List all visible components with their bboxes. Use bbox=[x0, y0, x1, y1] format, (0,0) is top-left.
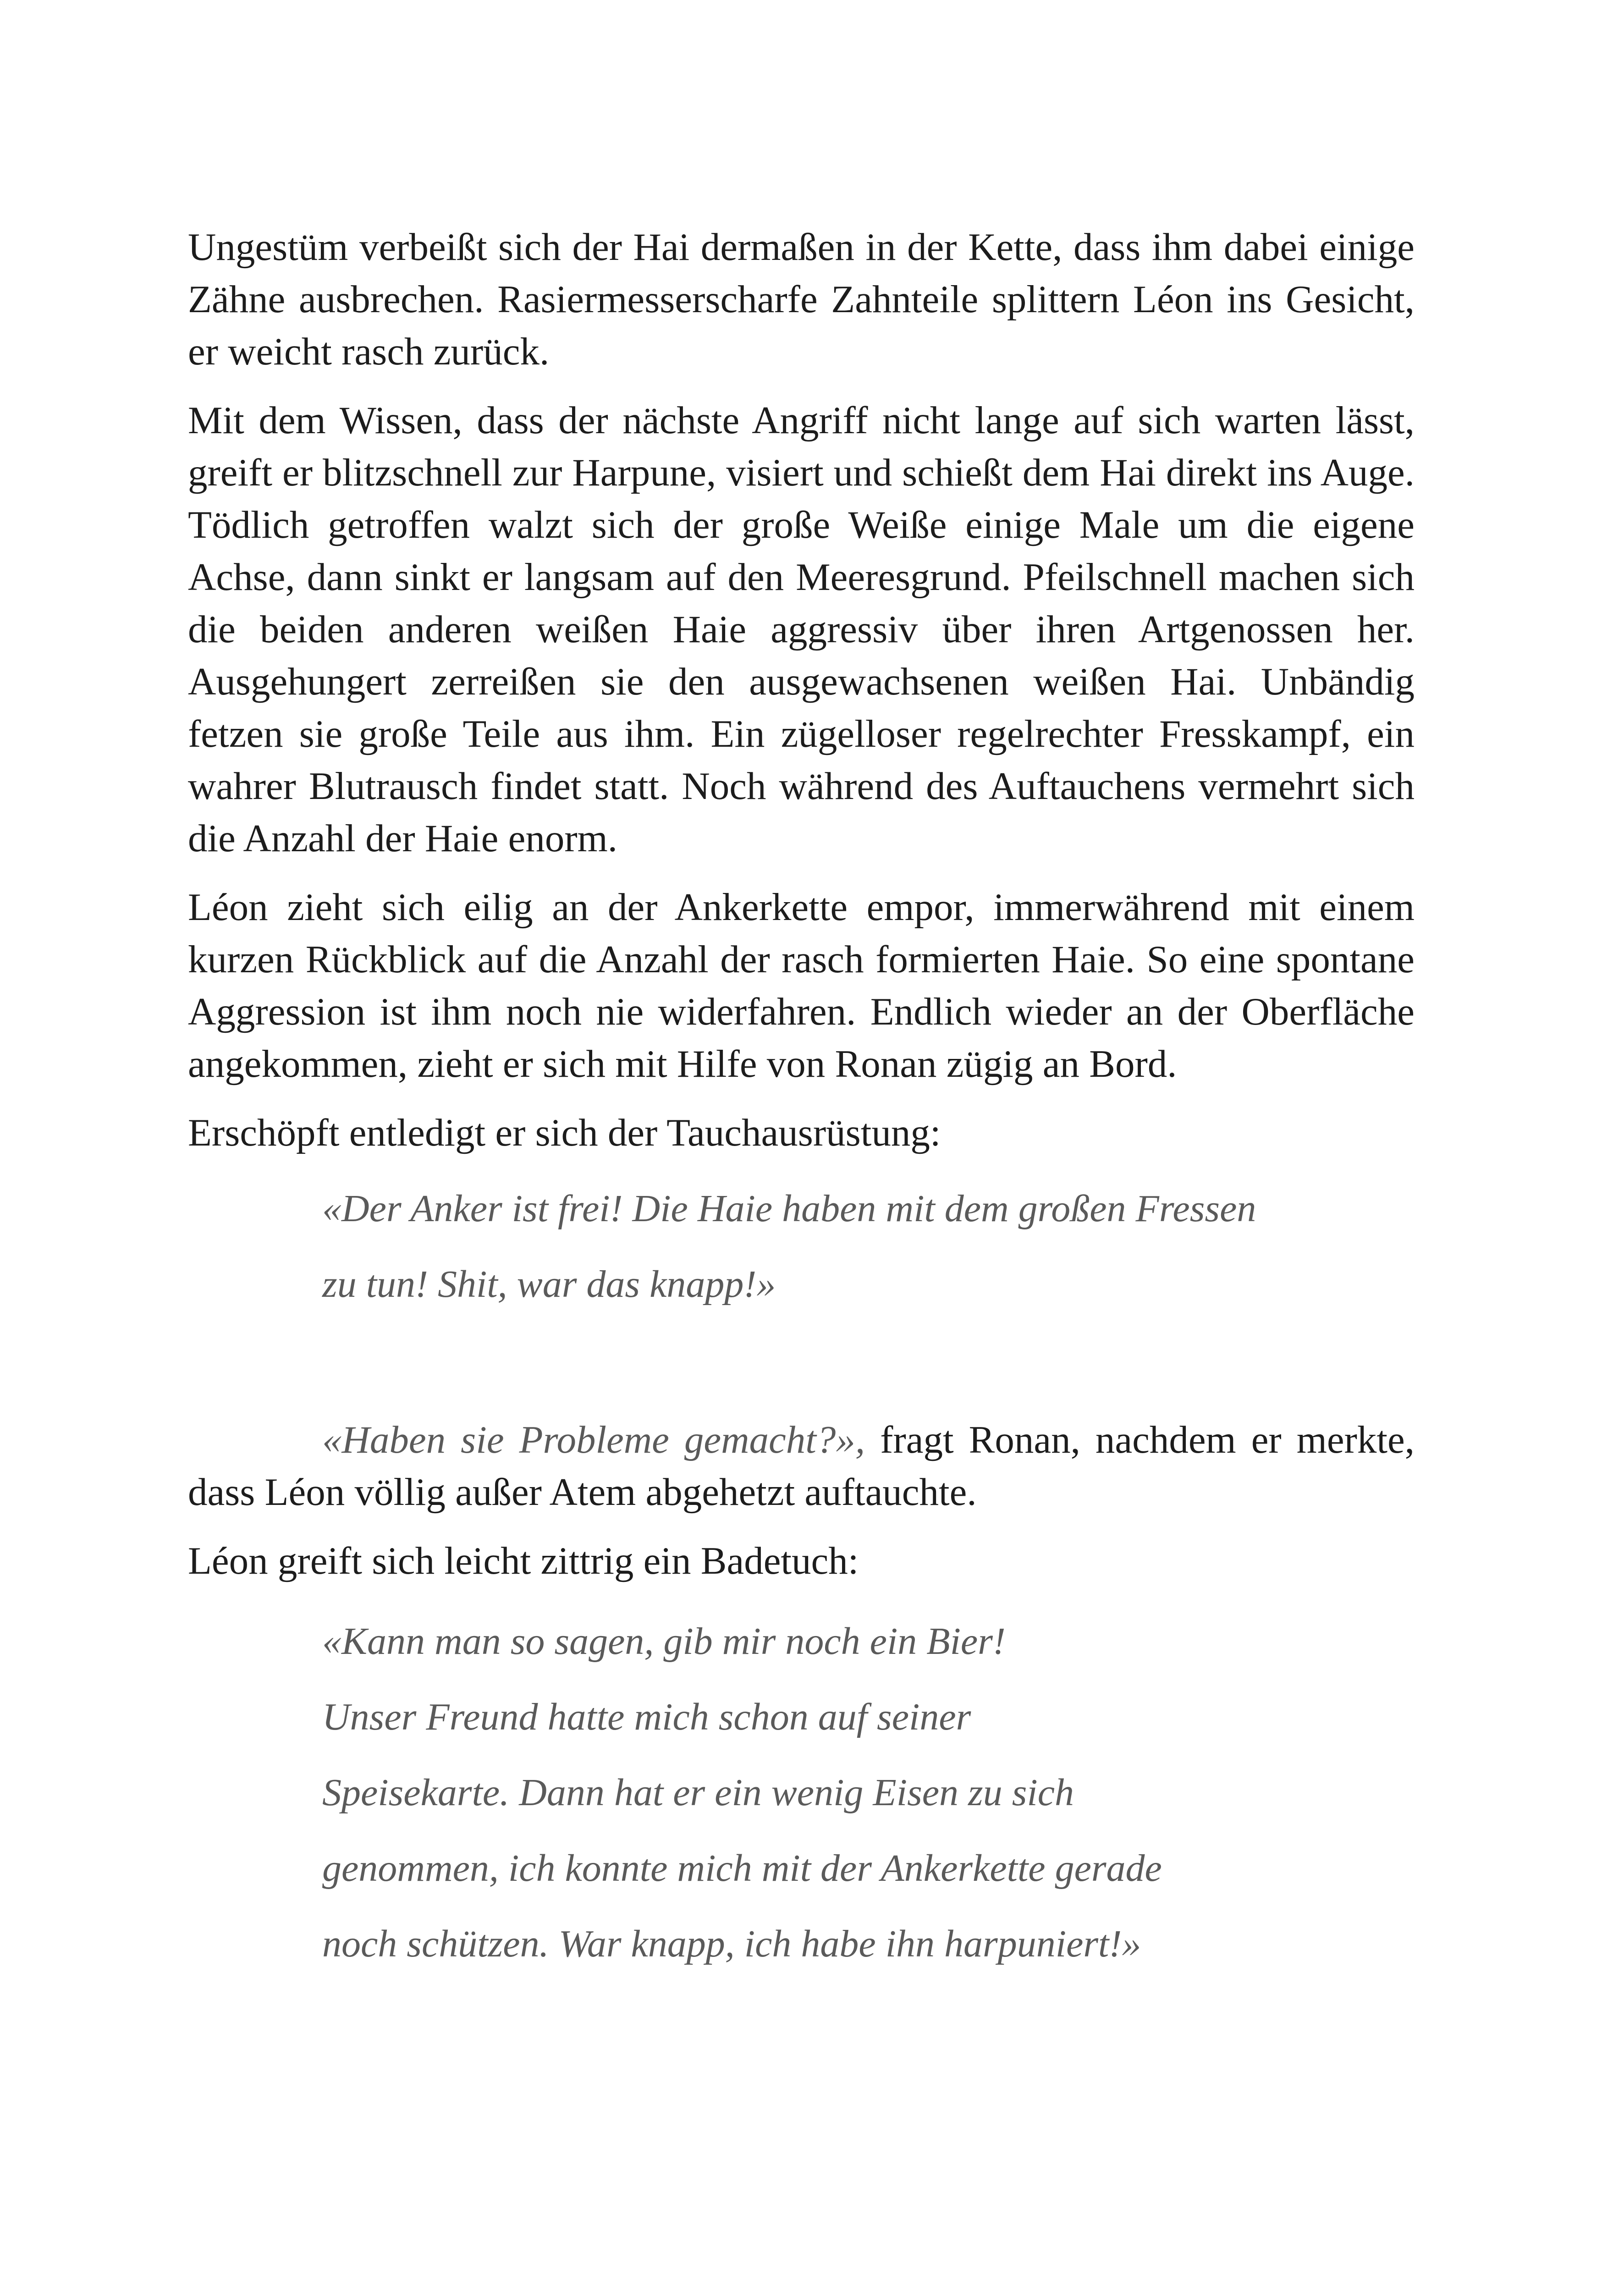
paragraph-1: Ungestüm verbeißt sich der Hai dermaßen in der Kette, dass ihm dabei einige Zähne ausbrechen. Rasiermesserscharfe Zahnteile splittern Léon ins Gesicht, er weicht rasch zurück. bbox=[188, 226, 1415, 373]
paragraph-4: Erschöpft entledigt er sich der Tauchausrüstung: bbox=[188, 1111, 941, 1154]
inline-quote: «Haben sie Probleme gemacht?», bbox=[322, 1418, 865, 1461]
paragraph-5-text: fragt Ronan, nachdem er merkte, dass Léon völlig außer Atem abgehetzt auftauchte. bbox=[188, 1418, 1415, 1514]
quote-line: «Kann man so sagen, gib mir noch ein Bier! bbox=[322, 1620, 1006, 1663]
spacer bbox=[188, 1322, 1415, 1414]
quote-line: Speisekarte. Dann hat er ein wenig Eisen zu sich bbox=[322, 1771, 1074, 1814]
quote-line: Unser Freund hatte mich schon auf seiner bbox=[322, 1696, 971, 1738]
quote-line: genommen, ich konnte mich mit der Ankerkette gerade bbox=[322, 1847, 1162, 1890]
paragraph-5 bbox=[188, 1414, 1415, 1518]
quote-line: «Der Anker ist frei! Die Haie haben mit dem großen Fressen bbox=[322, 1187, 1256, 1230]
paragraph-3: Léon zieht sich eilig an der Ankerkette empor, immerwährend mit einem kurzen Rückblick auf die Anzahl der rasch formierten Haie. So eine spontane Aggression ist ihm noch nie widerfahren. Endlich wieder an der Oberfläche angekommen, zieht er sich mit Hilfe von Ronan zügig an Bord. bbox=[188, 886, 1415, 1085]
paragraph-2: Mit dem Wissen, dass der nächste Angriff nicht lange auf sich warten lässt, greift er blitzschnell zur Harpune, visiert und schießt dem Hai direkt ins Auge. Tödlich getroffen walzt sich der große Weiße einige Male um die eigene Achse, dann sinkt er langsam auf den Meeresgrund. Pfeilschnell machen sich die beiden anderen weißen Haie aggressiv über ihren Artgenossen her. Ausgehungert zerreißen sie den ausgewachsenen weißen Hai. Unbändig fetzen sie große Teile aus ihm. Ein zügelloser regelrechter Fresskampf, ein wahrer Blutrausch findet statt. Noch während des Auftauchens vermehrt sich die Anzahl der Haie enorm. bbox=[188, 399, 1415, 860]
dialogue-quote-2 bbox=[322, 1603, 1415, 1982]
body-text bbox=[188, 221, 1415, 1982]
quote-line: zu tun! Shit, war das knapp!» bbox=[322, 1263, 776, 1306]
paragraph-6: Léon greift sich leicht zittrig ein Badetuch: bbox=[188, 1539, 859, 1582]
dialogue-quote-1 bbox=[322, 1171, 1415, 1322]
quote-line: noch schützen. War knapp, ich habe ihn harpuniert!» bbox=[322, 1923, 1141, 1965]
